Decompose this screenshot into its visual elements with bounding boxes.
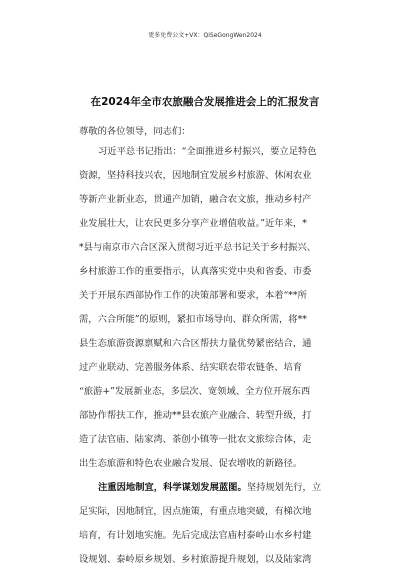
text-line: [79, 260, 337, 284]
text-line: [79, 452, 337, 476]
line-text: 坚持规划先行，立: [246, 482, 322, 493]
line-text: 需，六合所能”的原则，紧扣市场导向、群众所需，将**: [79, 314, 307, 325]
line-text: *县与南京市六合区深入贯彻习近平总书记关于乡村振兴、: [79, 242, 317, 253]
line-text: 设规划、泰岭原乡规划、乡村旅游提升规划，以及陆家湾: [79, 554, 312, 565]
line-text: 县生态旅游资源禀赋和六合区帮扶力量优势紧密结合，通: [79, 338, 312, 349]
text-line: [79, 140, 337, 164]
line-text: 出生态旅游和特色农业融合发展、促农增收的新路径。: [79, 458, 303, 469]
text-line: [79, 284, 337, 308]
text-line: [79, 332, 337, 356]
text-line: [79, 428, 337, 452]
line-text: 等新产业新业态，贯通产加销，融合农文旅，推动乡村产: [79, 194, 312, 205]
text-line: [79, 188, 337, 212]
text-line: [79, 212, 337, 236]
text-line: [79, 500, 337, 524]
line-text: 部协作帮扶工作，推动**县农旅产业融合、转型升级，打: [79, 410, 312, 421]
section-heading: 注重因地制宜，科学谋划发展蓝图。: [98, 482, 247, 493]
line-text: 业发展壮大，让农民更多分享产业增值收益。”近年来，*: [79, 218, 307, 229]
text-line: [79, 380, 337, 404]
text-line: [79, 524, 337, 548]
text-line: [79, 356, 337, 380]
text-line: [79, 476, 337, 500]
document-title: 在2024年全市农旅融合发展推进会上的汇报发言: [90, 96, 320, 108]
body-text: [79, 140, 337, 572]
text-line: [79, 548, 337, 572]
line-text: 过产业联动、完善服务体系、结实联农带农链条、培育: [79, 362, 303, 373]
text-line: [79, 164, 337, 188]
text-line: [79, 308, 337, 332]
line-text: 足实际，因地制宜，因点施策，有重点地突破，有梯次地: [79, 506, 312, 517]
line-text: “旅游+”发展新业态，多层次、宽领域、全方位开展东西: [79, 386, 311, 397]
page-header: 更多免费公文+VX：QiSeGongWen2024: [148, 32, 262, 39]
text-line: [79, 404, 337, 428]
line-text: 造了法官庙、陆家湾、茶创小镇等一批农文旅综合体，走: [79, 434, 312, 445]
line-text: 习近平总书记指出：“全面推进乡村振兴，要立足特色: [98, 146, 317, 157]
line-text: 资源，坚持科技兴农，因地制宜发展乡村旅游、休闲农业: [79, 170, 312, 181]
line-text: 培育，有计划地实施。先后完成法官庙村泰岭山水乡村建: [79, 530, 312, 541]
line-text: 乡村旅游工作的重要指示，认真落实党中央和省委、市委: [79, 266, 312, 277]
text-line: [79, 236, 337, 260]
greeting: 尊敬的各位领导，同志们：: [79, 126, 191, 137]
line-text: 关于开展东西部协作工作的决策部署和要求，本着“**所: [79, 290, 307, 301]
